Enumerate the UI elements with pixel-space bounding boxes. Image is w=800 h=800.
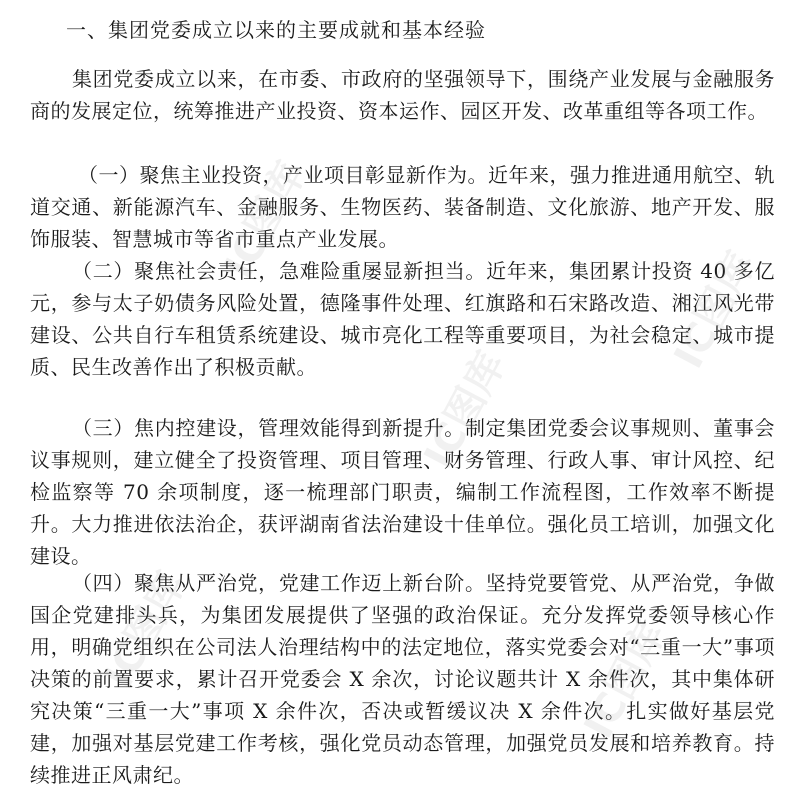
watermark: IC图库 <box>215 154 315 286</box>
paragraph-4: （四）聚焦从严治党，党建工作迈上新台阶。坚持党要管党、从严治党，争做国企党建排头兵，为集团发展提供了坚强的政治保证。充分发挥党委领导核心作用，明确党组织在公司法人治理结构中的法定地位，落实党委会对“三重一大”事项决策的前置要求，累计召开党委会 X 余次，讨论议题共计 X 余件次，其中集体研究决策“三重一大”事项 X 余件次，否决或暂缓议决 X 余件次。扎实做好基层党建，加强对基层党建工作考核，强化党员动态管理，加强党员发展和培养教育。持续推进正风肃纪。 <box>30 571 775 787</box>
watermark: IC图库 <box>665 244 765 376</box>
section-heading: 一、集团党委成立以来的主要成就和基本经验 <box>66 18 486 42</box>
paragraph-2: （二）聚焦社会责任，急难险重屡显新担当。近年来，集团累计投资 40 多亿元，参与太子奶债务风险处置，德隆事件处理、红旗路和石宋路改造、湘江风光带建设、公共自行车租赁系统建设、城市亮化工程等重要项目，为社会稳定、城市提质、民生改善作出了积极贡献。 <box>30 259 775 379</box>
watermark: IC图库 <box>575 614 675 746</box>
watermark: IC图库 <box>95 564 195 696</box>
paragraph-1: （一）聚焦主业投资，产业项目彰显新作为。近年来，强力推进通用航空、轨道交通、新能源汽车、金融服务、生物医药、装备制造、文化旅游、地产开发、服饰服装、智慧城市等省市重点产业发展。 <box>30 163 775 251</box>
paragraph-3: （三）焦内控建设，管理效能得到新提升。制定集团党委会议事规则、董事会议事规则，建立健全了投资管理、项目管理、财务管理、行政人事、审计风控、纪检监察等 70 余项制度，逐一梳理部门职责，编制工作流程图，工作效率不断提升。大力推进依法治企，获评湖南省法治建设十佳单位。强化员工培训，加强文化建设。 <box>30 416 775 568</box>
paragraph-intro: 集团党委成立以来，在市委、市政府的坚强领导下，围绕产业发展与金融服务商的发展定位，统筹推进产业投资、资本运作、园区开发、改革重组等各项工作。 <box>30 67 775 123</box>
watermark: IC图库 <box>415 344 515 476</box>
